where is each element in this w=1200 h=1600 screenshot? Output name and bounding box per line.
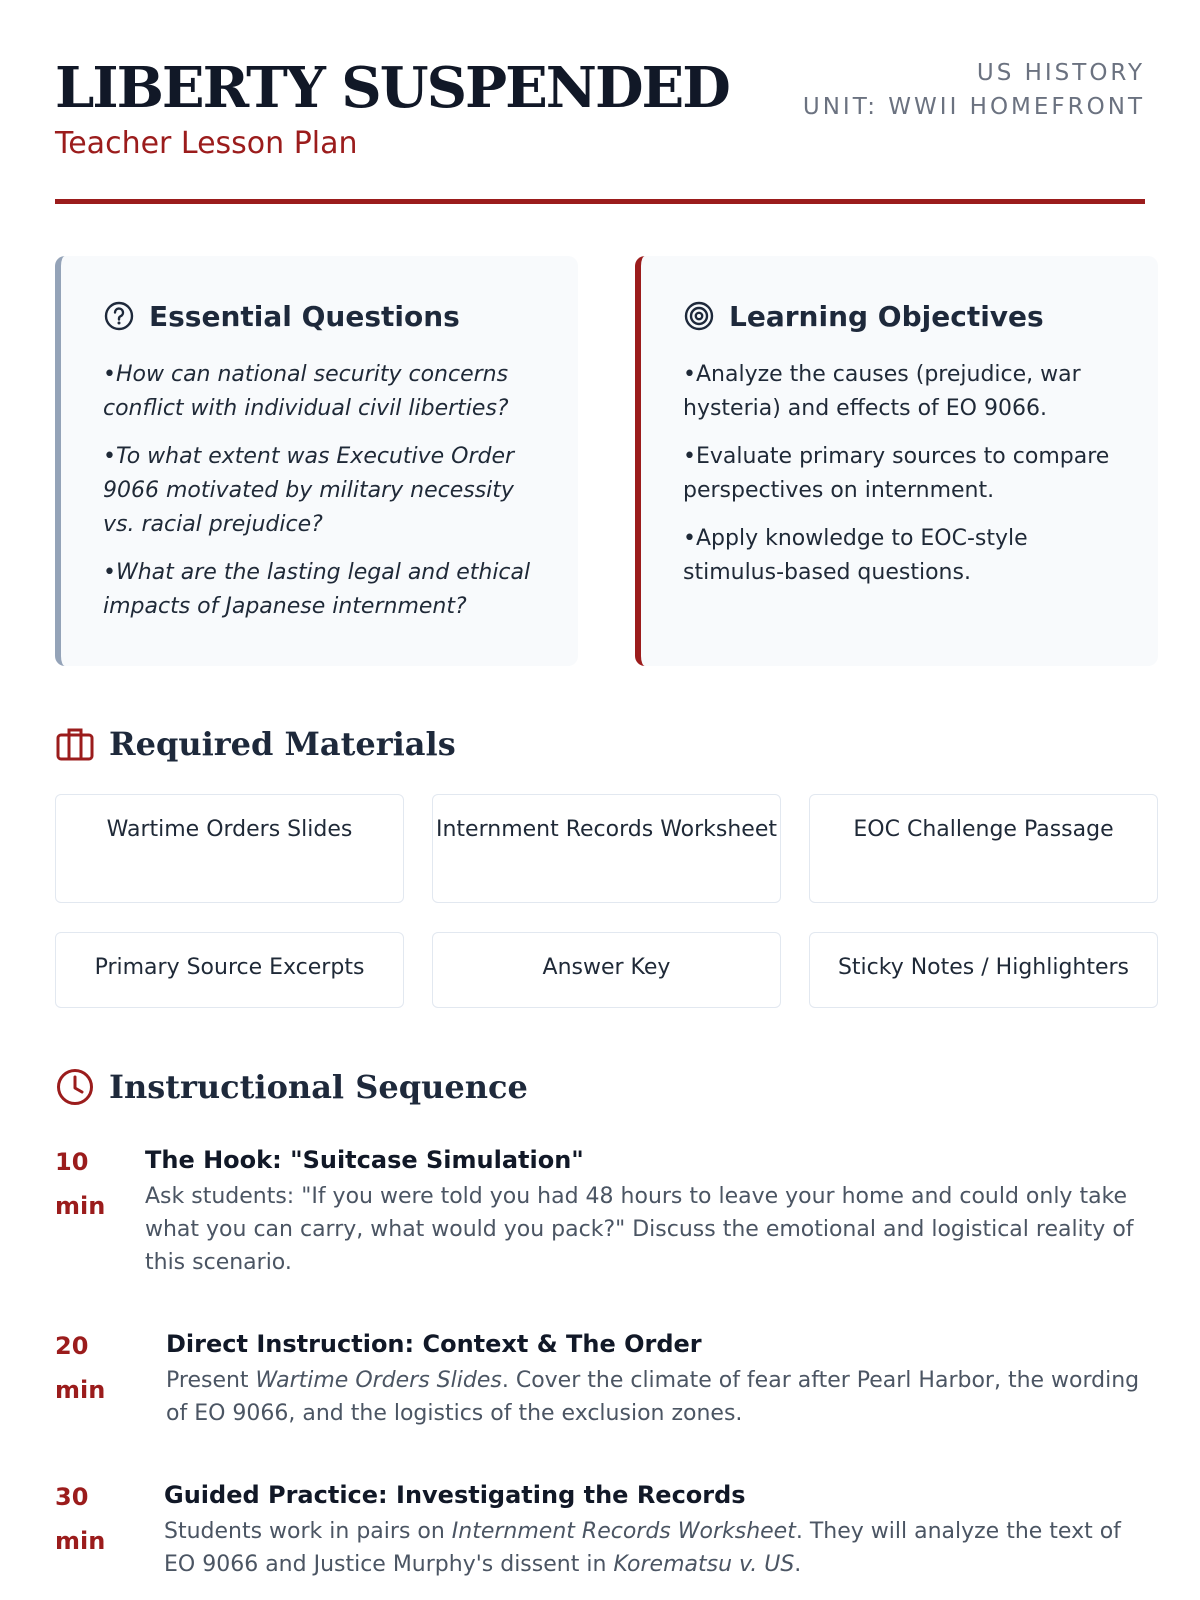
sequence-heading: Instructional Sequence (109, 1068, 528, 1106)
emphasized-title: Korematsu v. US (613, 1552, 795, 1577)
description-text: Students work in pairs on (164, 1519, 452, 1544)
list-item: • Evaluate primary sources to compare perspectives on internment. (683, 440, 1118, 508)
materials-heading: Required Materials (109, 725, 456, 763)
list-item: • What are the lasting legal and ethical impacts of Japanese internment? (103, 556, 538, 624)
clock-icon (55, 1067, 95, 1107)
course-name: US HISTORY (976, 60, 1145, 86)
learning-objectives-list (683, 358, 1118, 590)
question-circle-icon (103, 300, 135, 332)
list-item: • How can national security concerns conflict with individual civil liberties? (103, 358, 538, 426)
essential-questions-list (103, 358, 538, 624)
description-text: . (794, 1552, 802, 1577)
page-title: LIBERTY SUSPENDED (55, 55, 729, 121)
step-title: Direct Instruction: Context & The Order (166, 1330, 702, 1358)
list-item: • Apply knowledge to EOC-style stimulus-based questions. (683, 522, 1118, 590)
step-duration: 20 min (55, 1332, 106, 1404)
sequence-step (55, 1140, 1158, 1280)
step-duration: 30 min (55, 1483, 106, 1555)
material-item: Answer Key (432, 932, 781, 1008)
list-item: • Analyze the causes (prejudice, war hysteria) and effects of EO 9066. (683, 358, 1118, 426)
material-item: EOC Challenge Passage (809, 794, 1158, 903)
learning-objectives-card (635, 256, 1158, 666)
briefcase-icon (55, 724, 95, 764)
essential-questions-heading: Essential Questions (149, 299, 460, 333)
emphasized-title: Internment Records Worksheet (451, 1519, 796, 1544)
learning-objectives-heading: Learning Objectives (729, 299, 1044, 333)
target-icon (683, 300, 715, 332)
step-title: Guided Practice: Investigating the Records (164, 1481, 746, 1509)
materials-heading-row (55, 724, 456, 764)
description-text: Present (166, 1368, 256, 1393)
step-description (145, 1180, 1158, 1279)
material-item: Wartime Orders Slides (55, 794, 404, 903)
page-subtitle: Teacher Lesson Plan (55, 126, 358, 161)
step-title: The Hook: "Suitcase Simulation" (145, 1146, 584, 1174)
materials-grid (55, 794, 1158, 1009)
page-header (55, 0, 1145, 204)
step-duration: 10 min (55, 1148, 106, 1220)
step-description (164, 1515, 1158, 1581)
sequence-step (55, 1475, 1158, 1585)
sequence-heading-row (55, 1067, 528, 1107)
description-text: . They will analyze the text of EO 9066 and Justice Murphy's dissent in (164, 1519, 1121, 1577)
emphasized-title: Wartime Orders Slides (255, 1368, 502, 1393)
material-item: Sticky Notes / Highlighters (809, 932, 1158, 1008)
essential-questions-card (55, 256, 578, 666)
course-meta (803, 56, 1145, 124)
material-item: Primary Source Excerpts (55, 932, 404, 1008)
description-text: Ask students: "If you were told you had 48 hours to leave your home and could only take what you can carry, what would you pack?" Discuss the emotional and logistical reality of this scenario. (145, 1184, 1134, 1275)
material-item: Internment Records Worksheet (432, 794, 781, 903)
description-text: . Cover the climate of fear after Pearl Harbor, the wording of EO 9066, and the logistics of the exclusion zones. (166, 1368, 1140, 1426)
list-item: • To what extent was Executive Order 9066 motivated by military necessity vs. racial prejudice? (103, 440, 538, 542)
overview-cards (55, 256, 1158, 666)
unit-name: UNIT: WWII HOMEFRONT (802, 94, 1145, 120)
sequence-step (55, 1324, 1158, 1434)
step-description (166, 1364, 1158, 1430)
